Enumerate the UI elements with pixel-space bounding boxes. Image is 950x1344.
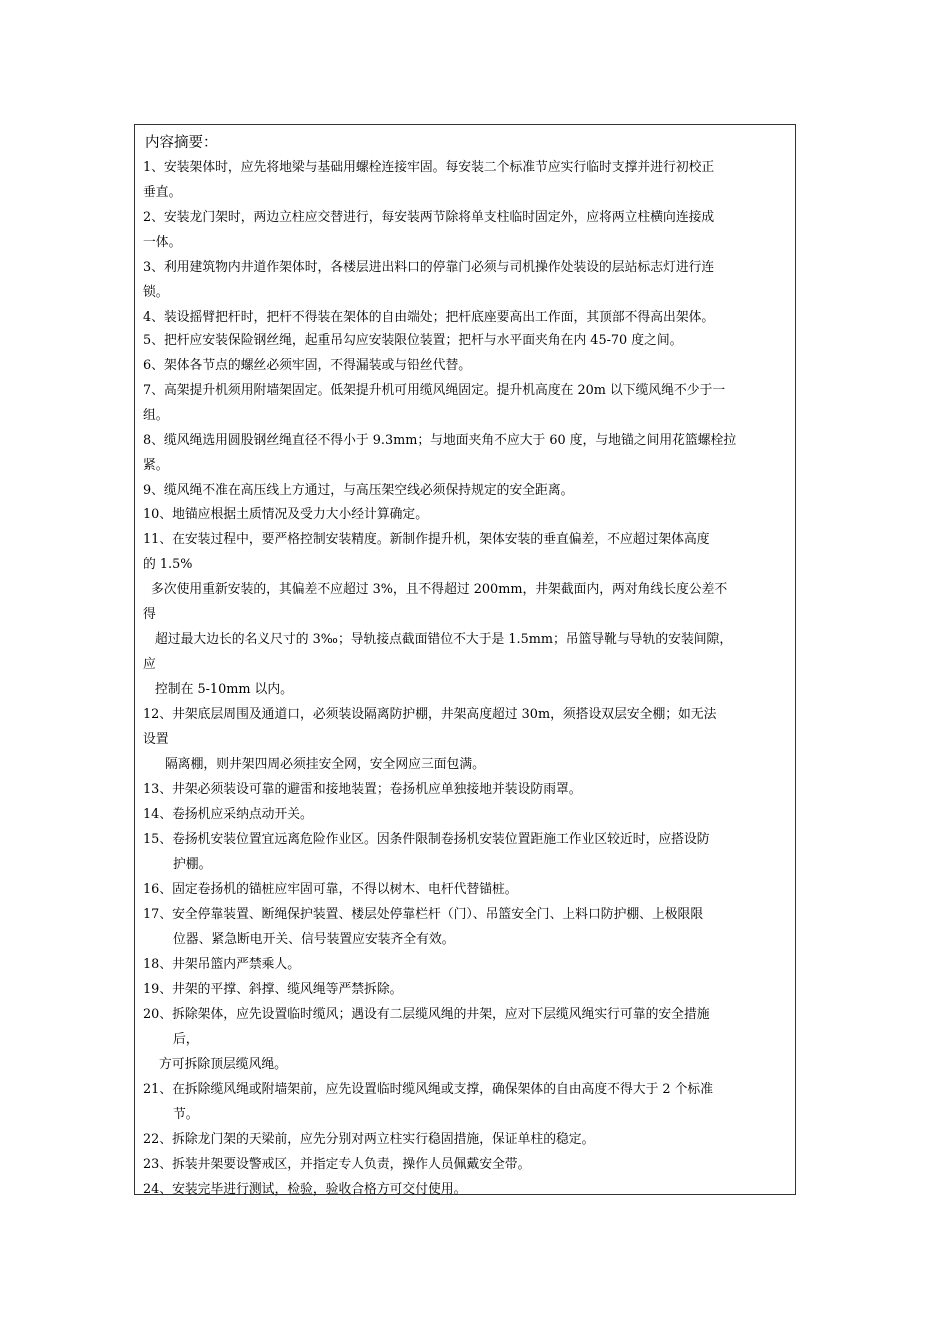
summary-line: 组。 <box>143 408 169 423</box>
summary-line: 19、井架的平撑、斜撑、缆风绳等严禁拆除。 <box>143 982 403 997</box>
summary-line: 一体。 <box>143 235 182 250</box>
summary-line: 设置 <box>143 732 169 747</box>
summary-line: 7、高架提升机须用附墙架固定。低架提升机可用缆风绳固定。提升机高度在 20m 以下缆风绳不少于一 <box>143 383 726 398</box>
summary-line: 9、缆风绳不准在高压线上方通过，与高压架空线必须保持规定的安全距离。 <box>143 483 574 498</box>
summary-line: 11、在安装过程中，要严格控制安装精度。新制作提升机，架体安装的垂直偏差，不应超过架体高度 <box>143 532 710 547</box>
summary-line: 方可拆除顶层缆风绳。 <box>159 1057 287 1072</box>
summary-line: 4、装设摇臂把杆时，把杆不得装在架体的自由端处；把杆底座要高出工作面，其顶部不得高出架体。 <box>143 310 715 325</box>
summary-line: 21、在拆除缆风绳或附墙架前，应先设置临时缆风绳或支撑，确保架体的自由高度不得大于 2 个标准 <box>143 1082 714 1097</box>
summary-line: 18、井架吊篮内严禁乘人。 <box>143 957 301 972</box>
summary-line: 20、拆除架体，应先设置临时缆风；遇设有二层缆风绳的井架，应对下层缆风绳实行可靠的安全措施 <box>143 1007 710 1022</box>
summary-line: 17、安全停靠装置、断绳保护装置、楼层处停靠栏杆（门）、吊篮安全门、上料口防护棚、上极限限 <box>143 907 704 922</box>
summary-line: 节。 <box>173 1107 199 1122</box>
summary-line: 控制在 5-10mm 以内。 <box>155 682 293 697</box>
summary-line: 位器、紧急断电开关、信号装置应安装齐全有效。 <box>173 932 455 947</box>
summary-line: 24、安装完毕进行测试，检验，验收合格方可交付使用。 <box>143 1182 467 1197</box>
summary-line: 5、把杆应安装保险钢丝绳，起重吊勾应安装限位装置；把杆与水平面夹角在内 45-70 度之间。 <box>143 333 683 348</box>
summary-line: 23、拆装井架要设警戒区，并指定专人负责，操作人员佩戴安全带。 <box>143 1157 531 1172</box>
summary-line: 护棚。 <box>173 857 212 872</box>
summary-line: 10、地锚应根据土质情况及受力大小经计算确定。 <box>143 507 429 522</box>
summary-line: 3、利用建筑物内井道作架体时，各楼层进出料口的停靠门必须与司机操作处装设的层站标志灯进行连 <box>143 260 715 275</box>
summary-line: 锁。 <box>143 285 169 300</box>
summary-line: 得 <box>143 607 156 622</box>
summary-line: 紧。 <box>143 458 169 473</box>
summary-heading: 内容摘要： <box>145 135 218 151</box>
summary-line: 后， <box>173 1032 199 1047</box>
summary-line: 6、架体各节点的螺丝必须牢固，不得漏装或与铅丝代替。 <box>143 358 472 373</box>
summary-line: 14、卷扬机应采纳点动开关。 <box>143 807 313 822</box>
summary-line: 应 <box>143 657 156 672</box>
summary-line: 13、井架必须装设可靠的避雷和接地装置；卷扬机应单独接地并装设防雨罩。 <box>143 782 582 797</box>
summary-line: 超过最大边长的名义尺寸的 3‰；导轨接点截面错位不大于是 1.5mm；吊篮导靴与导轨的安装间隙， <box>155 632 733 647</box>
summary-line: 15、卷扬机安装位置宜远离危险作业区。因条件限制卷扬机安装位置距施工作业区较近时，应搭设防 <box>143 832 710 847</box>
summary-line: 8、缆风绳选用圆股钢丝绳直径不得小于 9.3mm；与地面夹角不应大于 60 度，与地锚之间用花篮螺栓拉 <box>143 433 737 448</box>
content-summary-box <box>134 124 796 1195</box>
summary-line: 的 1.5% <box>143 557 193 572</box>
summary-line: 多次使用重新安装的，其偏差不应超过 3%，且不得超过 200mm，井架截面内，两对角线长度公差不 <box>151 582 728 597</box>
summary-line: 2、安装龙门架时，两边立柱应交替进行，每安装两节除将单支柱临时固定外，应将两立柱横向连接成 <box>143 210 715 225</box>
summary-line: 1、安装架体时，应先将地梁与基础用螺栓连接牢固。每安装二个标准节应实行临时支撑并进行初校正 <box>143 160 715 175</box>
summary-line: 隔离棚，则井架四周必须挂安全网，安全网应三面包满。 <box>165 757 485 772</box>
summary-line: 16、固定卷扬机的锚桩应牢固可靠，不得以树木、电杆代替锚桩。 <box>143 882 518 897</box>
summary-line: 22、拆除龙门架的天梁前，应先分别对两立柱实行稳固措施，保证单柱的稳定。 <box>143 1132 595 1147</box>
summary-line: 垂直。 <box>143 185 182 200</box>
summary-line: 12、井架底层周围及通道口，必须装设隔离防护棚，井架高度超过 30m，须搭设双层安全棚；如无法 <box>143 707 717 722</box>
